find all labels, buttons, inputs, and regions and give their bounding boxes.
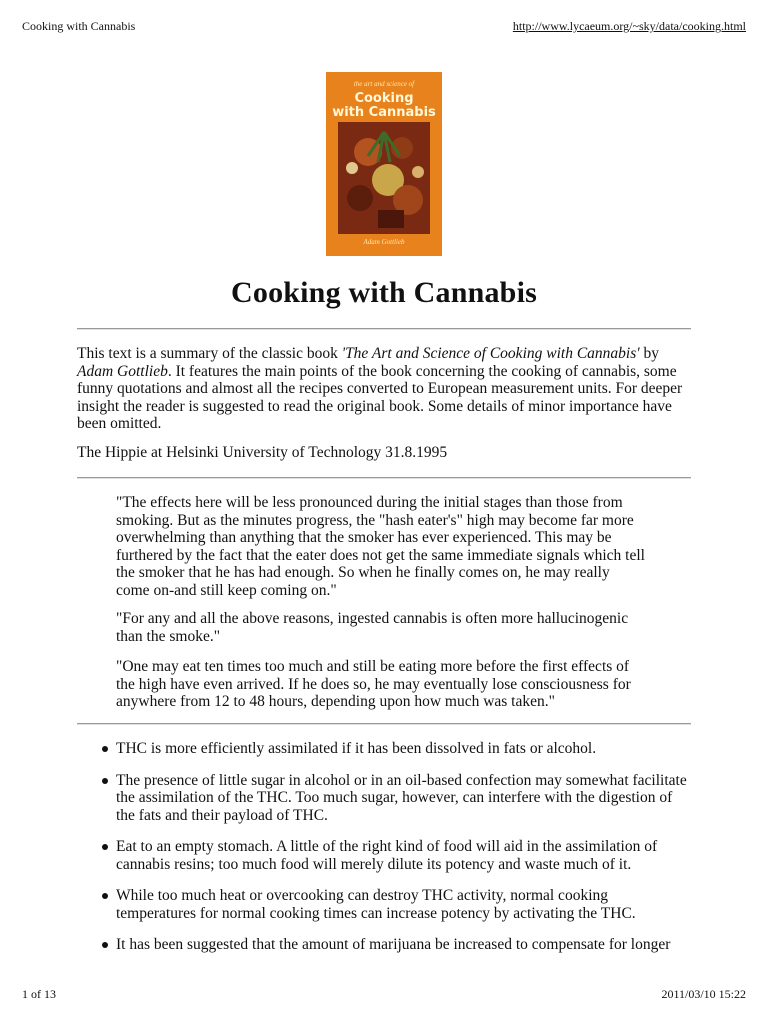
cover-title-line2: with Cannabis [332, 105, 436, 120]
quote-2: "For any and all the above reasons, ingested cannabis is often more hallucinogenic than the smoke." [116, 610, 629, 645]
quote-3: "One may eat ten times too much and still be eating more before the first effects of the high have even arrived. If he does so, he may eventually lose consciousness for anywhere from 12 to 48 hours, depending upon how much was taken." [116, 658, 631, 710]
list-item: While too much heat or overcooking can destroy THC activity, normal cooking temperatures for normal cooking times can increase potency by activating the THC. [77, 887, 691, 922]
author-signature: The Hippie at Helsinki University of Technology 31.8.1995 [77, 444, 448, 461]
tips-list [77, 740, 691, 968]
bullet-icon [102, 893, 108, 899]
cover-food-illustration [338, 122, 430, 234]
quote-1: "The effects here will be less pronounced during the initial stages than those from smoking. But as the minutes progress, the "hash eater's" high may become far more overwhelming than anything that the smoker has ever experienced. This may be furthered by the fact that the eater does not get the same immediate signals which tell the smoker that he has had enough. So when he finally comes on, he may really come on-and still keep coming on." [116, 494, 645, 599]
book-cover-image [326, 72, 442, 256]
divider [77, 477, 691, 479]
book-author: Adam Gottlieb [77, 362, 168, 380]
intro-paragraph: This text is a summary of the classic book 'The Art and Science of Cooking with Cannabis' by Adam Gottlieb. It features the main points of the book concerning the cooking of cannabis, some funny quotations and almost all the recipes converted to European measurement units. For deeper insight the reader is suggested to read the original book. Some details of minor importance have been omitted. [77, 345, 683, 432]
list-item: THC is more efficiently assimilated if it has been dissolved in fats or alcohol. [77, 740, 691, 758]
page-title: Cooking with Cannabis [231, 276, 537, 309]
cover-top-text: the art and science of [353, 80, 415, 88]
bullet-icon [102, 942, 108, 948]
list-item: The presence of little sugar in alcohol or in an oil-based confection may somewhat facilitate the assimilation of the THC. Too much sugar, however, can interfere with the digestion of the fats and their payload of THC. [77, 772, 691, 825]
print-header-title: Cooking with Cannabis [22, 19, 136, 33]
list-item: It has been suggested that the amount of marijuana be increased to compensate for longer [77, 936, 691, 954]
divider [77, 723, 691, 725]
print-timestamp: 2011/03/10 15:22 [661, 987, 746, 1001]
book-title: 'The Art and Science of Cooking with Cannabis' [341, 345, 640, 362]
page-count: 1 of 13 [22, 987, 56, 1001]
bullet-icon [102, 844, 108, 850]
print-header-url[interactable]: http://www.lycaeum.org/~sky/data/cooking.html [512, 19, 746, 33]
cover-title-line1: Cooking [354, 91, 414, 106]
cover-author: Adam Gottlieb [363, 238, 405, 246]
bullet-icon [102, 746, 108, 752]
divider [77, 328, 691, 330]
bullet-icon [102, 778, 108, 784]
list-item: Eat to an empty stomach. A little of the right kind of food will aid in the assimilation of cannabis resins; too much food will merely dilute its potency and waste much of it. [77, 838, 691, 873]
